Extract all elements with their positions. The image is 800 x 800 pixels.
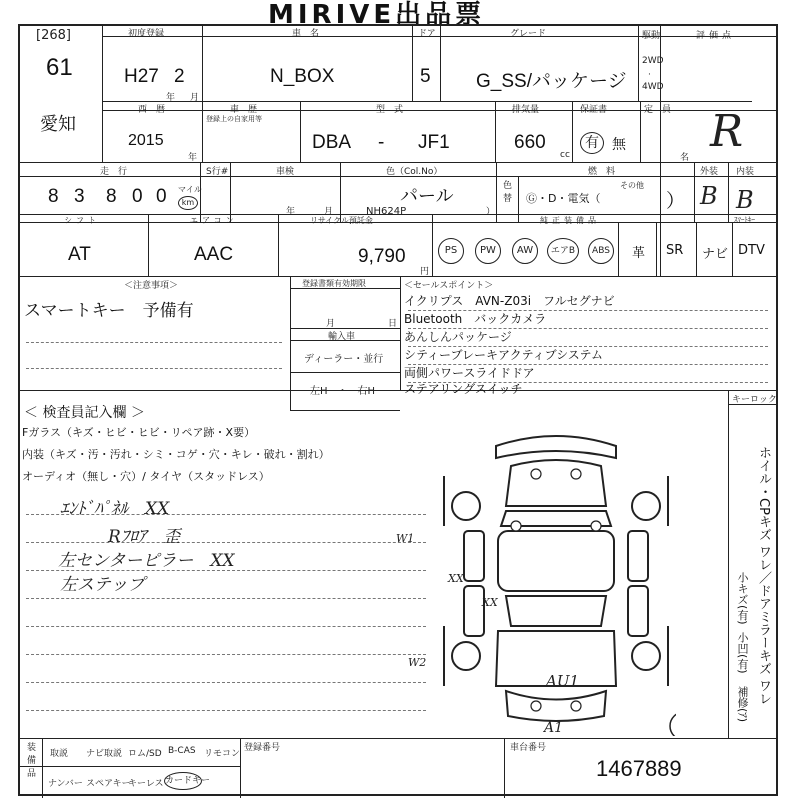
drive-label: 駆動 bbox=[642, 31, 661, 41]
equip-aw: AW bbox=[512, 238, 538, 264]
equip-abs: ABS bbox=[588, 238, 614, 264]
color-change-label: 色替 bbox=[501, 180, 511, 206]
color-label: 色（Col.No） bbox=[386, 167, 443, 177]
warranty-no: 無 bbox=[612, 137, 626, 153]
color-code: NH624P bbox=[366, 206, 407, 217]
acc-card-key: カードキー bbox=[164, 772, 202, 790]
doors-value: 5 bbox=[420, 66, 431, 87]
legend-repair: 補修(ｱ) bbox=[736, 686, 749, 723]
seireki-label: 西 暦 bbox=[138, 105, 166, 115]
mark-xx-a: XX bbox=[448, 572, 464, 585]
mark-w2: W2 bbox=[408, 656, 427, 669]
type-code: JF1 bbox=[418, 132, 450, 153]
acc-manual: 取説 bbox=[50, 749, 69, 759]
acc-rom-sd: ロム/SD bbox=[128, 749, 162, 759]
sales-points-label: ＜セールスポイント＞ bbox=[404, 281, 494, 291]
dealer-parallel: ディーラー・並行 bbox=[304, 354, 384, 365]
f-glass-line: Fガラス（キズ・ヒビ・ヒビ・リペア跡・X要） bbox=[22, 426, 256, 439]
acc-navi-manual: ナビ取説 bbox=[86, 749, 123, 759]
acc-spare-key: スペアキー bbox=[86, 779, 131, 789]
warranty-yes: 有 bbox=[580, 132, 604, 154]
chassis-number: 1467889 bbox=[596, 756, 682, 781]
notes-label: ＜注意事項＞ bbox=[124, 281, 179, 291]
handwritten-note-3: 左センターピラー XX bbox=[58, 551, 235, 571]
capacity-label: 定 員 bbox=[644, 105, 672, 115]
mark-au1: AU1 bbox=[546, 672, 580, 690]
mileage-digit: 0 bbox=[156, 186, 167, 207]
warranty-label: 保証書 bbox=[580, 105, 608, 115]
grade-value: G_SS/パッケージ bbox=[476, 71, 627, 92]
recycle-value: 9,790 bbox=[358, 246, 406, 267]
mileage-unit-mile: マイル bbox=[178, 185, 202, 194]
mark-xx-b: XX bbox=[482, 596, 498, 609]
region: 愛知 bbox=[40, 114, 76, 134]
displacement-value: 660 bbox=[514, 132, 546, 153]
equip-navi: ナビ bbox=[702, 247, 729, 262]
shift-value: AT bbox=[68, 244, 91, 265]
type-label: 型 式 bbox=[376, 105, 404, 115]
sales-point: あんしんパッケージ bbox=[404, 330, 512, 344]
model-name: N_BOX bbox=[270, 66, 335, 87]
grade-label: グレード bbox=[510, 29, 547, 39]
model-label: 車 名 bbox=[292, 29, 320, 39]
sales-point: Bluetooth バックカメラ bbox=[404, 312, 547, 326]
legend-small-scratch: 小キズ(有) bbox=[736, 572, 749, 625]
equip-airbag: エアB bbox=[547, 238, 579, 264]
mark-a1: A1 bbox=[544, 720, 564, 736]
legend-small-dent: 小凹(有) bbox=[736, 632, 749, 674]
reg-number-label: 登録番号 bbox=[244, 743, 281, 753]
equip-sr: SR bbox=[666, 243, 684, 258]
notes-text: スマートキー 予備有 bbox=[24, 301, 194, 320]
exterior-label: 外装 bbox=[700, 167, 719, 177]
sales-point: ステアリングスイッチ bbox=[404, 382, 523, 396]
mileage-unit-km: km bbox=[178, 196, 198, 210]
auction-sheet: [268] 61 愛知 初度登録 H27 2 年 月 車 名 N_BOX ドア 5 グレード G_SS/パッケージ 駆動 2WD · 4WD 評価点 R 西 暦 2015 年 車 歴 登録上の自家用等 型 式 DBA - JF1 排気量 660 cc 保証書 有 無 定 員 名 走 行 8 3 8 0 0 マイル km S行# 車検 年 月 色（Col.No） パール NH624P ） 色替 燃 料 Ⓖ・D・電気（ その他 ） 外装 B 内装 B シフト AT エアコン AAC リサイクル預託金 9,790 円 純正装備品 ｽﾏｰﾄｷｰ PS PW AW エアB ABS 革 SR ナビ DTV ＜注意事項＞ スマートキー 予備有 登録書類有効期限 月 日 輸入車 ディーラー・並行 左H ・ 右H ＜セールスポイント＞ イクリプス AVN-Z03i フルセグナビ Bluetooth バックカメラ あんしんパッケージ シティーブレーキアクティブシステム 両側パワースライドドア ステアリングスイッチ ＜ 検査員記入欄 ＞ Fガラス（キズ・ヒビ・ヒビ・リペア跡・X要） 内装（キズ・汚・汚れ・シミ・コゲ・穴・キレ・破れ・割れ） オーディオ（無し・穴）/ タイヤ（スタッドレス） ｴﾝﾄﾞﾊﾟﾈﾙ XX Rﾌﾛｱ 歪 左センターピラー XX 左ステップ キーロック ホイル・CPキズ ワレ／ドアミラーキズ ワレ 小キズ(有) 小凹(有) 補修(ｱ) W1 XX XX W2 AU1 A1 装備品 取説 ナビ取説 ロム/SD B-CAS リモコン ナンバー スペアキー キーレス カードキー 登録番号 車台番号 1467889 bbox=[18, 24, 778, 796]
handwritten-note-2: Rﾌﾛｱ 歪 bbox=[108, 527, 181, 547]
handwritten-note-1: ｴﾝﾄﾞﾊﾟﾈﾙ XX bbox=[60, 499, 170, 519]
damage-legend: ホイル・CPキズ ワレ／ドアミラーキズ ワレ bbox=[756, 446, 771, 706]
exterior-grade: B bbox=[700, 182, 718, 210]
equip-dtv: DTV bbox=[738, 243, 765, 258]
interior-grade: B bbox=[736, 186, 754, 214]
seireki-year: 2015 bbox=[128, 132, 164, 149]
history-label: 車 歴 bbox=[230, 105, 258, 115]
recall-label: 登録書類有効期限 bbox=[302, 279, 366, 288]
registration-label: 初度登録 bbox=[128, 29, 165, 39]
registration-era: H27 bbox=[124, 66, 159, 87]
vehicle-check-label: 車検 bbox=[276, 167, 295, 177]
keylock-label: キーロック bbox=[732, 395, 777, 405]
handwritten-note-4: 左ステップ bbox=[60, 575, 145, 595]
lot-bracket-number: [268] bbox=[36, 28, 71, 43]
mileage-digit: 3 bbox=[74, 186, 85, 207]
shift-label: シフト bbox=[64, 216, 100, 225]
mark-w1: W1 bbox=[396, 532, 415, 545]
mileage-digit: 8 bbox=[106, 186, 117, 207]
sales-point: イクリプス AVN-Z03i フルセグナビ bbox=[404, 294, 615, 308]
evaluation-label: 評価点 bbox=[696, 31, 736, 41]
sales-point: 両側パワースライドドア bbox=[404, 366, 535, 380]
inspector-label: ＜ 検査員記入欄 ＞ bbox=[24, 405, 145, 421]
displacement-label: 排気量 bbox=[512, 105, 540, 115]
lot-number: 61 bbox=[46, 54, 73, 81]
fuel-label: 燃 料 bbox=[588, 167, 616, 177]
equip-ps: PS bbox=[438, 238, 464, 264]
form-title: MIRIVE出品票 bbox=[268, 0, 486, 30]
color-name: パール bbox=[400, 186, 454, 206]
import-label: 輸入車 bbox=[328, 332, 356, 342]
aircon-label: エアコン bbox=[190, 216, 238, 225]
acc-plate: ナンバー bbox=[48, 779, 83, 789]
steering-side: 左H ・ 右H bbox=[310, 386, 376, 397]
accessories-label: 装備品 bbox=[25, 742, 35, 781]
aircon-value: AAC bbox=[194, 244, 234, 265]
doors-label: ドア bbox=[418, 29, 436, 39]
fuel-options: Ⓖ・D・電気（ bbox=[526, 192, 601, 205]
shift-mark-label: S行# bbox=[206, 167, 229, 177]
evaluation-score: R bbox=[710, 106, 744, 157]
mileage-label: 走 行 bbox=[100, 167, 128, 177]
acc-keyless: キーレス bbox=[128, 779, 164, 789]
interior-label: 内装 bbox=[736, 167, 755, 177]
chassis-label: 車台番号 bbox=[510, 743, 547, 753]
interior-line: 内装（キズ・汚・汚れ・シミ・コゲ・穴・キレ・破れ・割れ） bbox=[22, 448, 330, 461]
recycle-label: リサイクル預託金 bbox=[310, 216, 373, 225]
mileage-digit: 0 bbox=[132, 186, 143, 207]
smart-key-label: ｽﾏｰﾄｷｰ bbox=[734, 216, 755, 224]
equipment-label: 純正装備品 bbox=[540, 216, 600, 225]
mileage-digit: 8 bbox=[48, 186, 59, 207]
audio-line: オーディオ（無し・穴）/ タイヤ（スタッドレス） bbox=[22, 470, 270, 483]
acc-remote: リモコン bbox=[204, 749, 241, 759]
registration-month: 2 bbox=[174, 66, 185, 87]
sales-point: シティーブレーキアクティブシステム bbox=[404, 348, 603, 362]
equip-leather: 革 bbox=[632, 246, 646, 261]
type-prefix: DBA bbox=[312, 132, 352, 153]
equip-pw: PW bbox=[475, 238, 501, 264]
acc-bcas: B-CAS bbox=[168, 746, 196, 756]
